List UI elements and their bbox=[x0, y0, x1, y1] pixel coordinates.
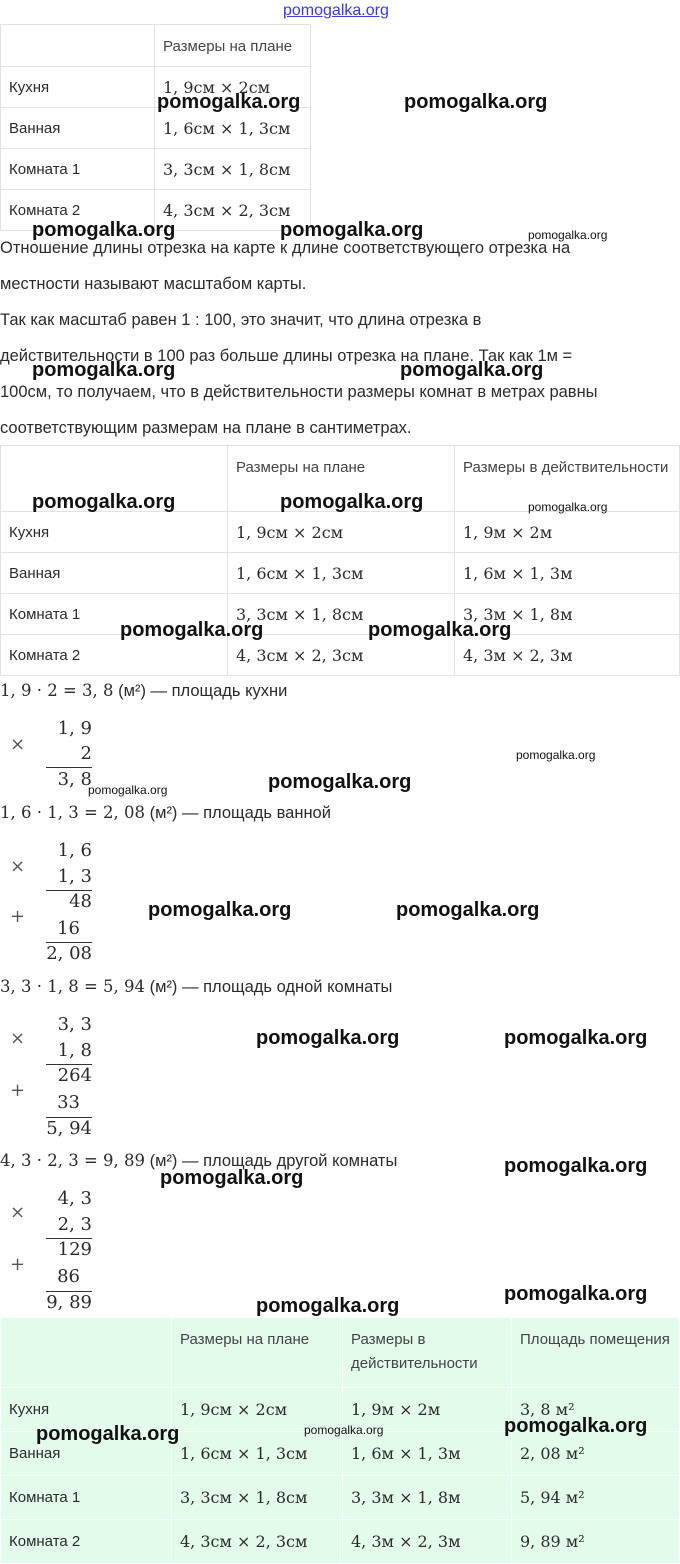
plan-size: 1, 6см × 1, 3см bbox=[155, 108, 311, 149]
paragraph-line: соответствующим размерам на плане в сантиметрах. bbox=[0, 419, 412, 437]
room-name: Комната 2 bbox=[1, 635, 228, 676]
watermark: pomogalka.org bbox=[280, 219, 424, 241]
area-formula bbox=[0, 681, 287, 701]
sum-line bbox=[46, 767, 92, 768]
watermark: pomogalka.org bbox=[256, 1295, 400, 1317]
plan-size: 4, 3см × 2, 3см bbox=[155, 190, 311, 231]
paragraph-line: Отношение длины отрезка на карте к длине соответствующего отрезка на bbox=[0, 239, 571, 257]
watermark: pomogalka.org bbox=[32, 219, 176, 241]
partial-product: 48 bbox=[69, 891, 92, 912]
factor: 4, 3 bbox=[57, 1188, 92, 1209]
formula-caption: (м²) — площадь ванной bbox=[145, 804, 331, 822]
paragraph-line: 100см, то получаем, что в действительности размеры комнат в метрах равны bbox=[0, 383, 598, 401]
plan-size: 4, 3см × 2, 3см bbox=[228, 635, 455, 676]
header-plan: Размеры на плане bbox=[172, 1318, 343, 1388]
partial-product: 16 bbox=[57, 918, 80, 939]
watermark: pomogalka.org bbox=[32, 491, 176, 513]
watermark: pomogalka.org bbox=[396, 899, 540, 921]
real-size: 3, 3м × 1, 8м bbox=[343, 1476, 512, 1520]
header-real: Размеры в действительности bbox=[455, 446, 680, 512]
real-size: 1, 6м × 1, 3м bbox=[343, 1432, 512, 1476]
times-sign: × bbox=[10, 1202, 26, 1223]
factor: 2 bbox=[80, 743, 92, 764]
room-area: 2, 08 м² bbox=[512, 1432, 680, 1476]
header-area: Площадь помещения bbox=[512, 1318, 680, 1388]
factor: 1, 9 bbox=[57, 718, 92, 739]
times-sign: × bbox=[10, 734, 26, 755]
watermark: pomogalka.org bbox=[268, 771, 412, 793]
header-real: Размеры в действительности bbox=[343, 1318, 512, 1388]
formula: 3, 3 · 1, 8 = 5, 94 bbox=[0, 977, 146, 996]
header-empty bbox=[1, 1318, 172, 1388]
watermark: pomogalka.org bbox=[504, 1027, 648, 1049]
plan-size: 1, 6см × 1, 3см bbox=[172, 1432, 343, 1476]
plan-size: 4, 3см × 2, 3см bbox=[172, 1520, 343, 1564]
watermark: pomogalka.org bbox=[516, 748, 596, 762]
factor: 1, 6 bbox=[57, 840, 92, 861]
area-formula bbox=[0, 977, 392, 997]
watermark: pomogalka.org bbox=[160, 1167, 304, 1189]
room-name: Ванная bbox=[1, 108, 155, 149]
times-sign: × bbox=[10, 856, 26, 877]
plan-size: 1, 6см × 1, 3см bbox=[228, 553, 455, 594]
formula: 4, 3 · 2, 3 = 9, 89 bbox=[0, 1151, 146, 1170]
formula: 1, 6 · 1, 3 = 2, 08 bbox=[0, 803, 146, 822]
product: 2, 08 bbox=[46, 943, 92, 964]
room-area: 3, 8 м² bbox=[512, 1388, 680, 1432]
formula: 1, 9 · 2 = 3, 8 bbox=[0, 681, 114, 700]
room-name: Комната 1 bbox=[1, 1476, 172, 1520]
real-size: 4, 3м × 2, 3м bbox=[455, 635, 680, 676]
header-plan: Размеры на плане bbox=[228, 446, 455, 512]
site-link[interactable]: pomogalka.org bbox=[283, 2, 389, 19]
room-name: Кухня bbox=[1, 1388, 172, 1432]
partial-product: 264 bbox=[57, 1065, 92, 1086]
room-area: 9, 89 м² bbox=[512, 1520, 680, 1564]
plan-size: 1, 9см × 2см bbox=[155, 67, 311, 108]
paragraph-line: Так как масштаб равен 1 : 100, это значит, что длина отрезка в bbox=[0, 311, 482, 329]
header-plan: Размеры на плане bbox=[155, 25, 311, 67]
plus-sign: + bbox=[10, 906, 26, 927]
watermark: pomogalka.org bbox=[280, 491, 424, 513]
area-formula bbox=[0, 803, 331, 823]
watermark: pomogalka.org bbox=[88, 783, 168, 797]
room-name: Кухня bbox=[1, 512, 228, 553]
watermark: pomogalka.org bbox=[368, 619, 512, 641]
room-name: Комната 1 bbox=[1, 149, 155, 190]
room-name: Комната 1 bbox=[1, 594, 228, 635]
room-name: Кухня bbox=[1, 67, 155, 108]
column-multiplication bbox=[0, 1010, 120, 1142]
plus-sign: + bbox=[10, 1080, 26, 1101]
watermark: pomogalka.org bbox=[304, 1423, 384, 1437]
plan-size: 3, 3см × 1, 8см bbox=[172, 1476, 343, 1520]
formula-caption: (м²) — площадь одной комнаты bbox=[145, 978, 393, 996]
partial-product: 33 bbox=[57, 1092, 80, 1113]
product: 5, 94 bbox=[46, 1118, 92, 1139]
real-size-table bbox=[0, 445, 680, 676]
watermark: pomogalka.org bbox=[256, 1027, 400, 1049]
watermark: pomogalka.org bbox=[528, 228, 608, 242]
plan-size: 1, 9см × 2см bbox=[228, 512, 455, 553]
real-size: 1, 9м × 2м bbox=[455, 512, 680, 553]
plus-sign: + bbox=[10, 1254, 26, 1275]
watermark: pomogalka.org bbox=[504, 1283, 648, 1305]
times-sign: × bbox=[10, 1028, 26, 1049]
product: 9, 89 bbox=[46, 1292, 92, 1313]
column-multiplication bbox=[0, 838, 120, 968]
watermark: pomogalka.org bbox=[120, 619, 264, 641]
factor: 1, 8 bbox=[57, 1040, 92, 1061]
plan-size: 3, 3см × 1, 8см bbox=[228, 594, 455, 635]
room-area: 5, 94 м² bbox=[512, 1476, 680, 1520]
room-name: Ванная bbox=[1, 553, 228, 594]
formula-caption: (м²) — площадь кухни bbox=[113, 682, 288, 700]
watermark: pomogalka.org bbox=[404, 91, 548, 113]
watermark: pomogalka.org bbox=[504, 1155, 648, 1177]
partial-product: 129 bbox=[57, 1239, 92, 1260]
watermark: pomogalka.org bbox=[528, 500, 608, 514]
paragraph-line: местности называют масштабом карты. bbox=[0, 275, 307, 293]
room-name: Комната 2 bbox=[1, 190, 155, 231]
formula-caption: (м²) — площадь другой комнаты bbox=[145, 1152, 398, 1170]
partial-product: 86 bbox=[57, 1266, 80, 1287]
column-multiplication bbox=[0, 1184, 120, 1316]
real-size: 1, 6м × 1, 3м bbox=[455, 553, 680, 594]
plan-size: 3, 3см × 1, 8см bbox=[155, 149, 311, 190]
real-size: 4, 3м × 2, 3м bbox=[343, 1520, 512, 1564]
watermark: pomogalka.org bbox=[157, 91, 301, 113]
plan-size-table bbox=[0, 24, 311, 231]
factor: 3, 3 bbox=[57, 1014, 92, 1035]
real-size: 3, 3м × 1, 8м bbox=[455, 594, 680, 635]
room-name: Комната 2 bbox=[1, 1520, 172, 1564]
watermark: pomogalka.org bbox=[400, 359, 544, 381]
product: 3, 8 bbox=[57, 769, 92, 790]
room-name: Ванная bbox=[1, 1432, 172, 1476]
factor: 2, 3 bbox=[57, 1214, 92, 1235]
factor: 1, 3 bbox=[57, 866, 92, 887]
watermark: pomogalka.org bbox=[32, 359, 176, 381]
real-size: 1, 9м × 2м bbox=[343, 1388, 512, 1432]
plan-size: 1, 9см × 2см bbox=[172, 1388, 343, 1432]
header-empty bbox=[1, 25, 155, 67]
watermark: pomogalka.org bbox=[36, 1423, 180, 1445]
watermark: pomogalka.org bbox=[148, 899, 292, 921]
watermark: pomogalka.org bbox=[504, 1415, 648, 1437]
paragraph-line: действительности в 100 раз больше длины отрезка на плане. Так как 1м = bbox=[0, 347, 573, 365]
